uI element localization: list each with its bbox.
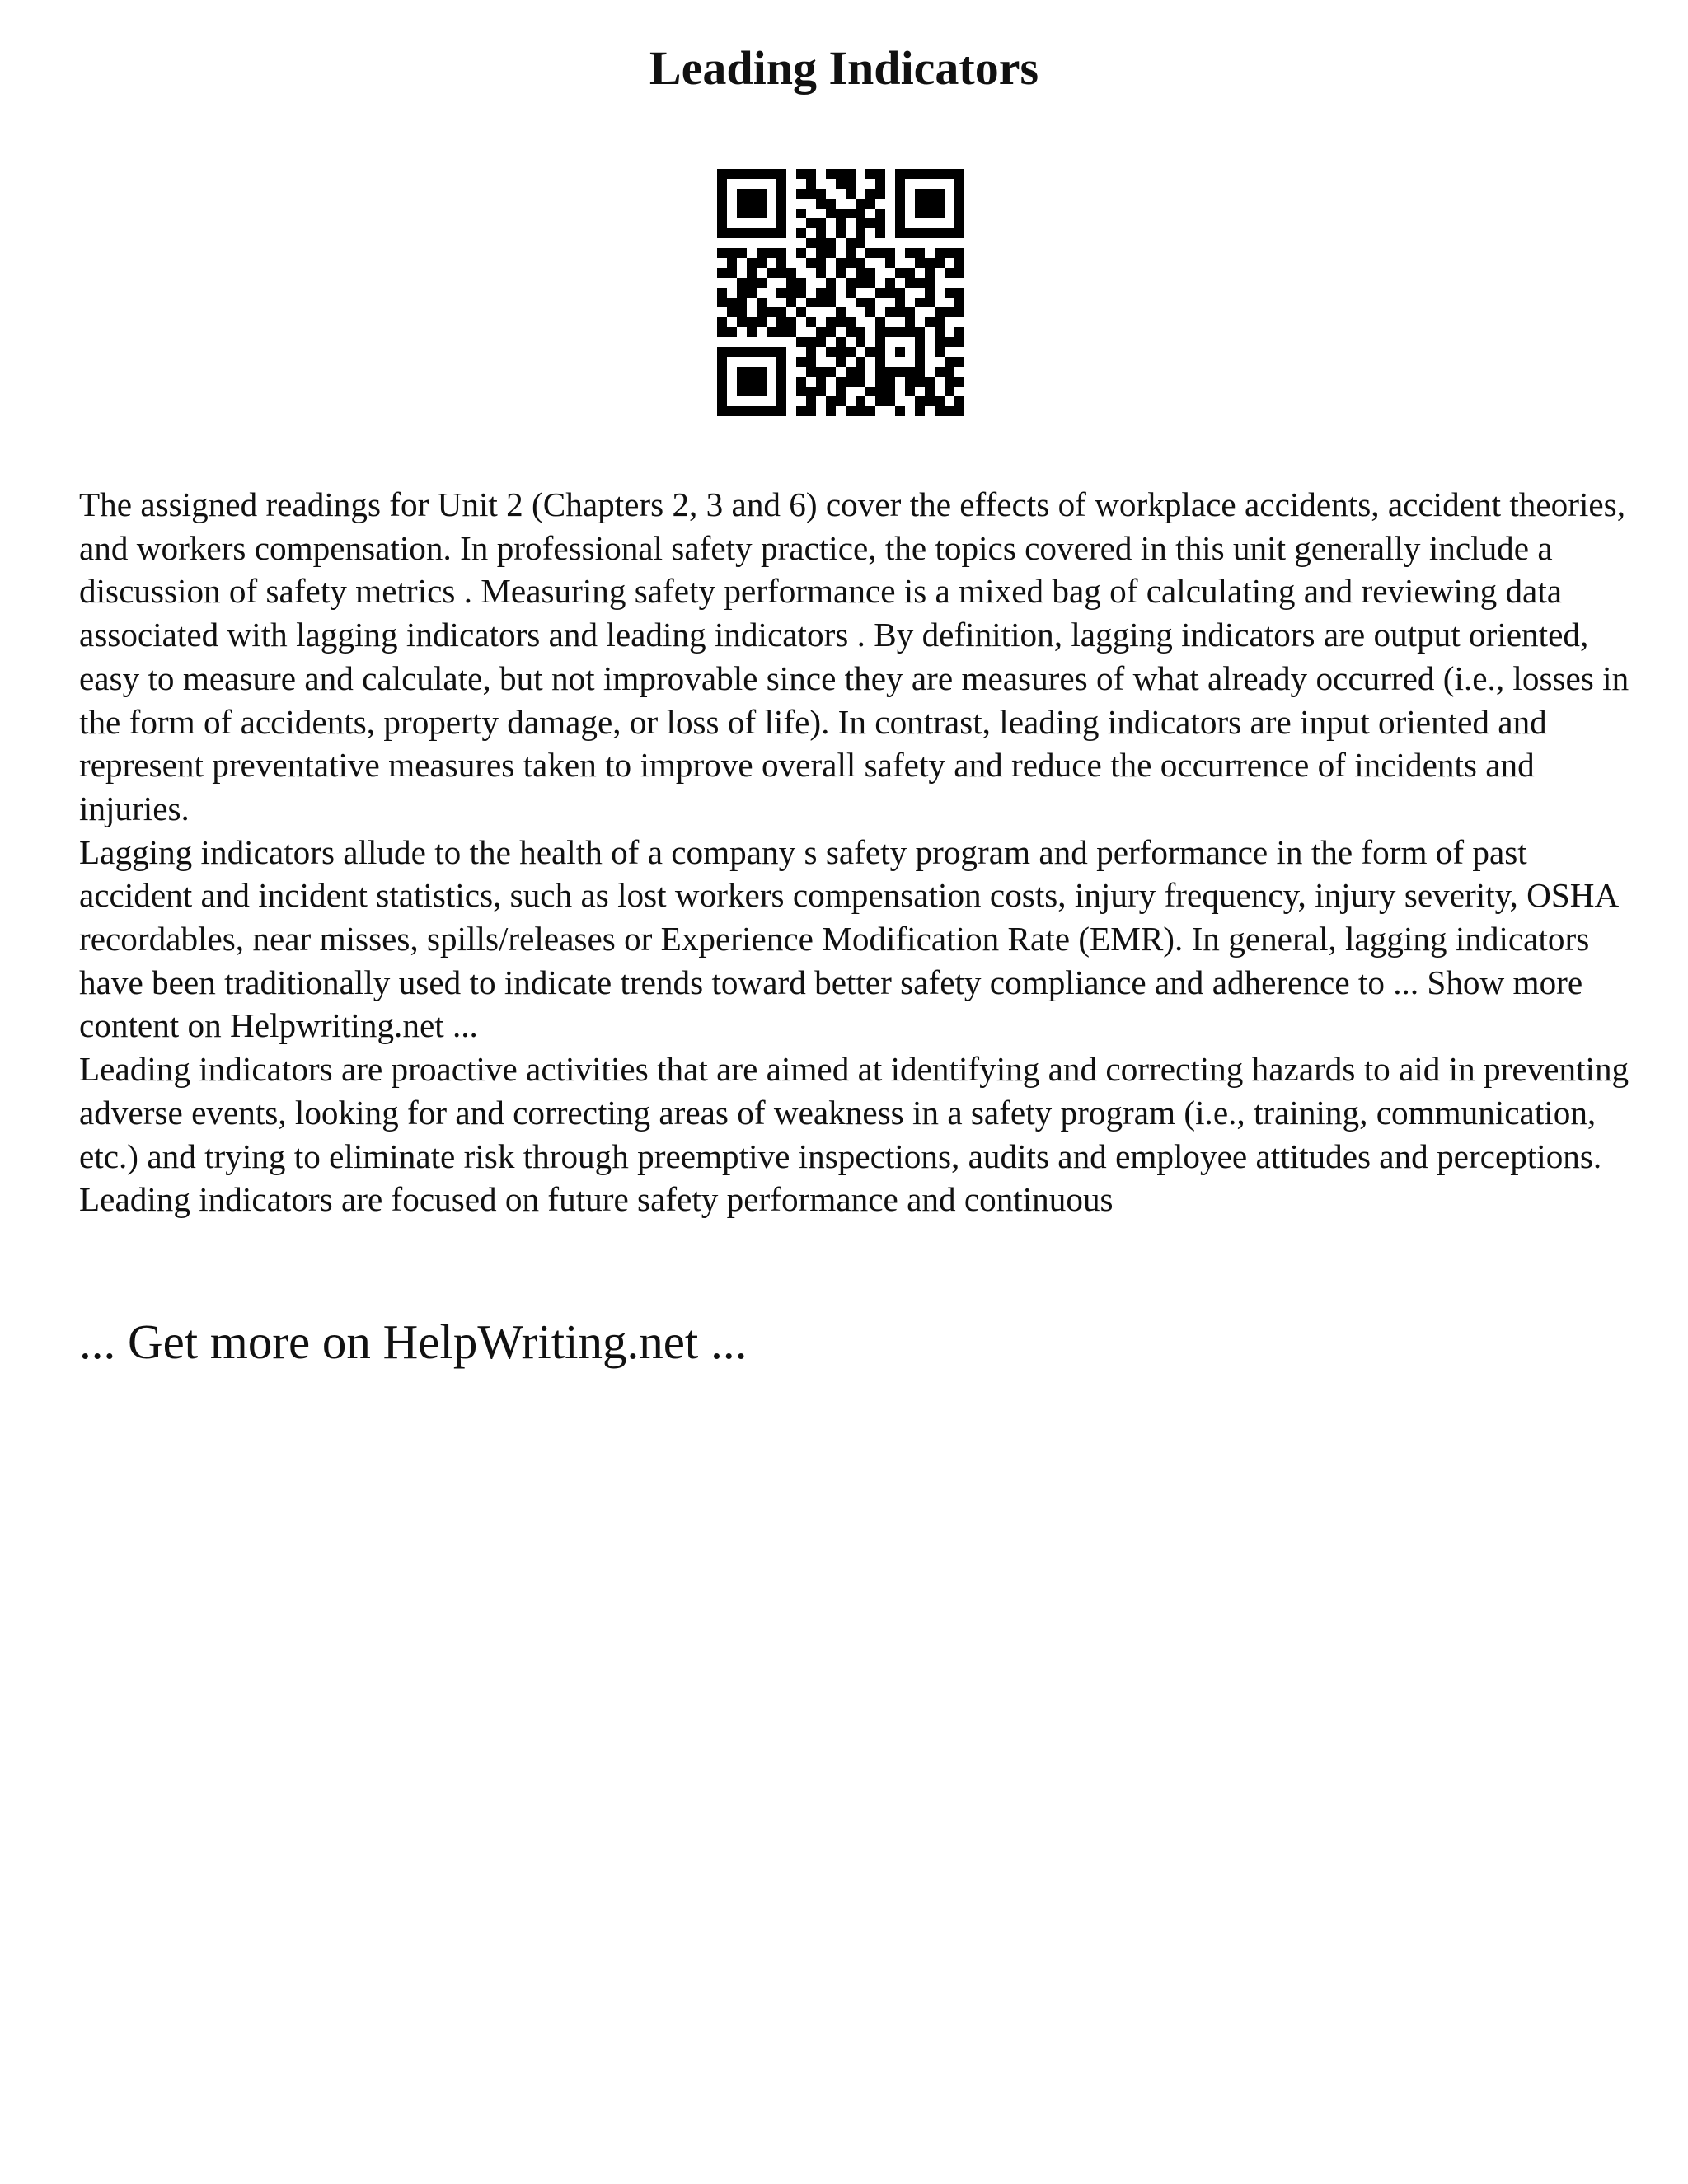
paragraph: Leading indicators are proactive activities that are aimed at identifying and correcting hazards to aid in preventing adverse events, looking for and correcting areas of weakness in a safety program (i.e., training, communication, etc.) and trying to eliminate risk through preemptive inspections, audits and employee attitudes and perceptions. Leading indicators are focused on future safety performance and continuous [79,1050,1629,1219]
body-text [79,483,1633,1221]
paragraph: Lagging indicators allude to the health of a company s safety program and performance in the form of past accident and incident statistics, such as lost workers compensation costs, injury frequency, injury severity, OSHA recordables, near misses, spills/releases or Experience Modification Rate (EMR). In general, lagging indicators have been traditionally used to indicate trends toward better safety compliance and adherence to ... Show more content on Helpwriting.net ... [79,832,1617,1045]
page-title: Leading Indicators [649,41,1039,95]
qr-code-icon [717,169,964,416]
get-more-link[interactable]: ... Get more on HelpWriting.net ... [79,1315,748,1369]
paragraph: The assigned readings for Unit 2 (Chapters 2, 3 and 6) cover the effects of workplace accidents, accident theories, and workers compensation. In professional safety practice, the topics covered in this unit generally include a discussion of safety metrics . Measuring safety performance is a mixed bag of calculating and reviewing data associated with lagging indicators and leading indicators . By definition, lagging indicators are output oriented, easy to measure and calculate, but not improvable since they are measures of what already occurred (i.e., losses in the form of accidents, property damage, or loss of life). In contrast, leading indicators are input oriented and represent preventative measures taken to improve overall safety and reduce the occurrence of incidents and injuries. [79,485,1629,827]
